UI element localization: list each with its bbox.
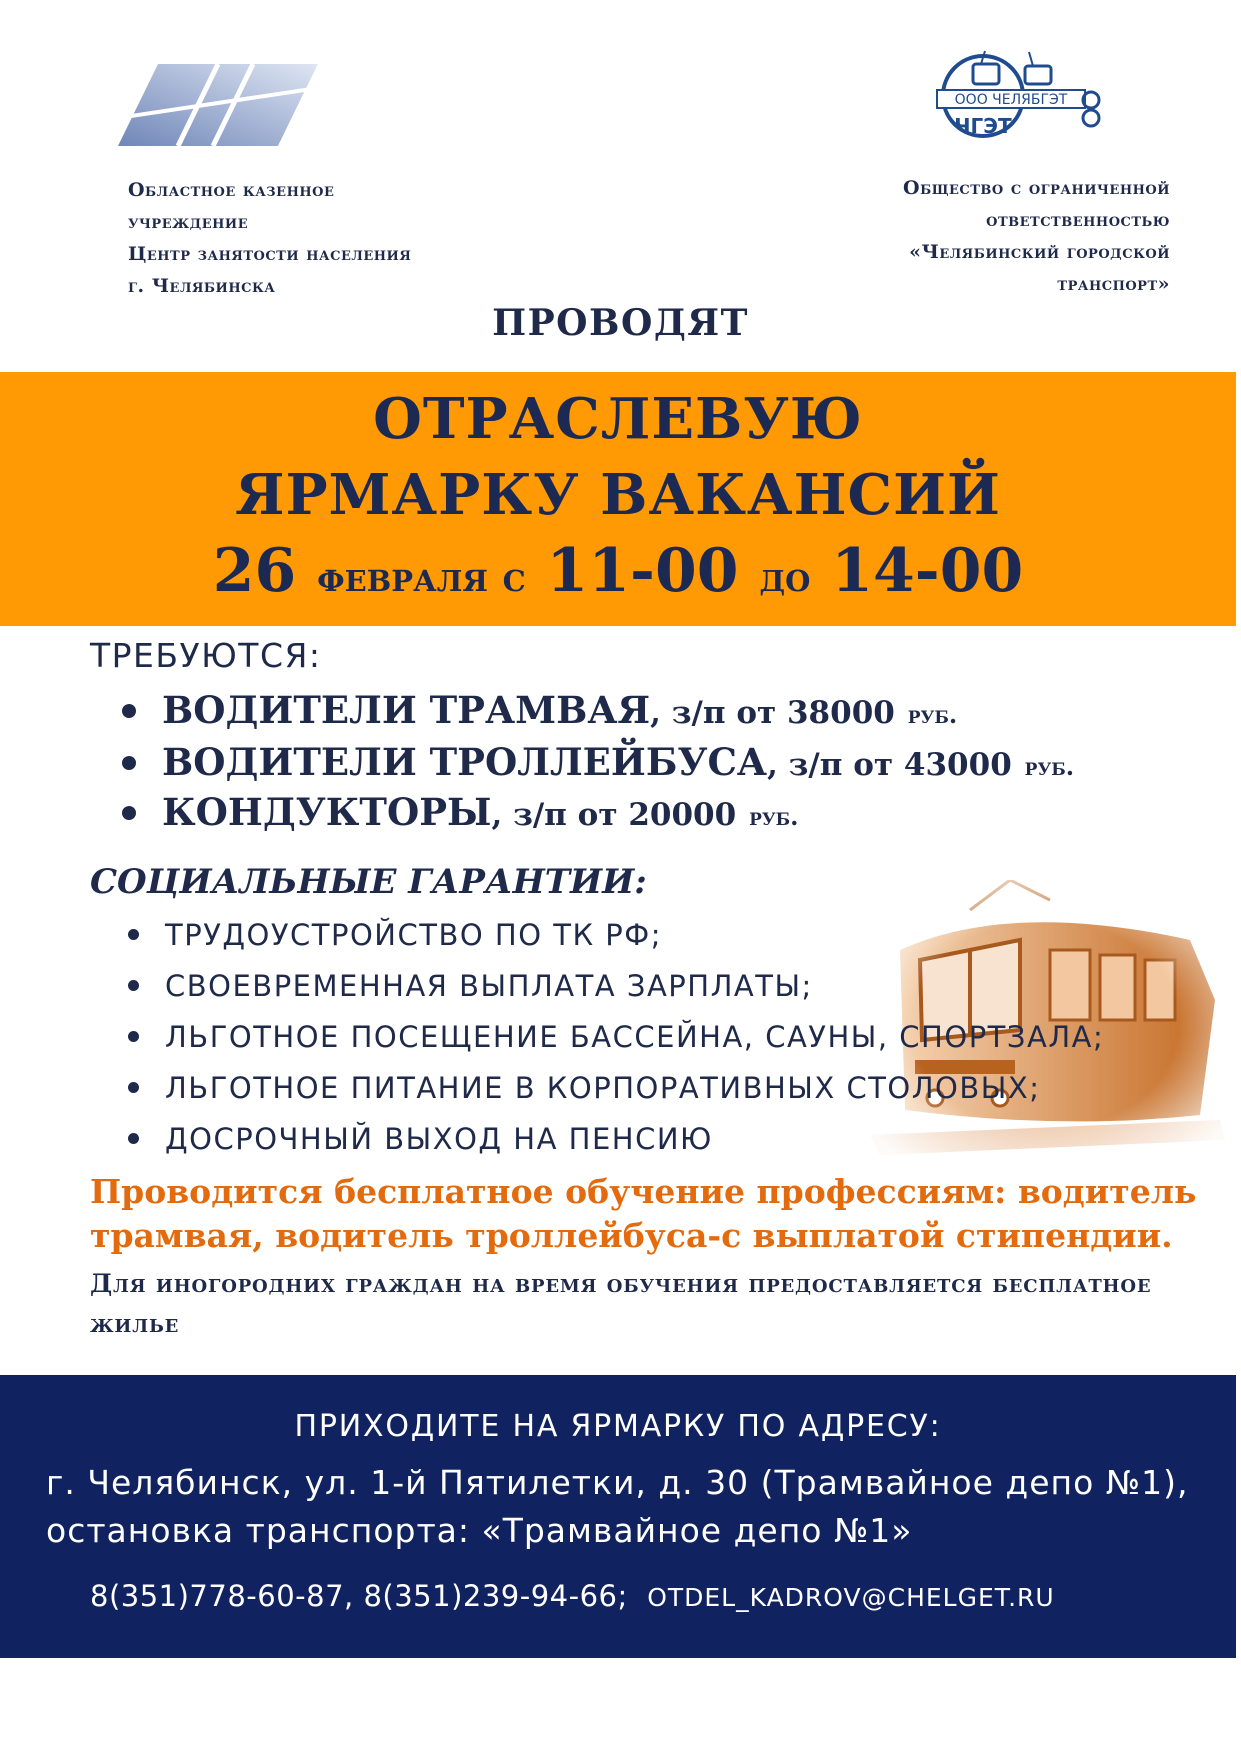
- job-item: [122, 790, 799, 834]
- event-to-word: до: [759, 552, 811, 601]
- org-left-line: г. Челябинска: [128, 275, 276, 297]
- benefit-item: [128, 1122, 713, 1156]
- host-word: ПРОВОДЯТ: [492, 302, 749, 344]
- banner-line-1: ОТРАСЛЕВУЮ: [373, 386, 863, 452]
- job-title: ВОДИТЕЛИ ТРОЛЛЕЙБУСА: [162, 740, 768, 784]
- benefit-text: ДОСРОЧНЫЙ ВЫХОД НА ПЕНСИЮ: [165, 1122, 713, 1156]
- job-salary: , з/п от 20000: [491, 797, 737, 833]
- job-item: [122, 740, 1074, 784]
- org-right-line: Общество с ограниченной: [903, 177, 1170, 199]
- employment-center-logo-icon: [118, 58, 368, 158]
- org-right-line: ответственностью: [986, 209, 1170, 231]
- job-salary-unit: руб.: [1024, 752, 1075, 781]
- event-time-to: 14-00: [831, 536, 1024, 606]
- org-left-line: учреждение: [128, 211, 249, 233]
- social-guarantees-title: СОЦИАЛЬНЫЕ ГАРАНТИИ:: [90, 862, 647, 902]
- org-left-line: Областное казенное: [128, 179, 335, 201]
- benefit-text: СВОЕВРЕМЕННАЯ ВЫПЛАТА ЗАРПЛАТЫ;: [165, 969, 813, 1003]
- org-left-line: Центр занятости населения: [128, 243, 412, 265]
- banner-date-time: [0, 536, 1236, 606]
- bullet-icon: [122, 806, 136, 820]
- bullet-icon: [128, 980, 139, 991]
- bullet-icon: [128, 1133, 139, 1144]
- bullet-icon: [128, 929, 139, 940]
- requirements-title: ТРЕБУЮТСЯ:: [90, 636, 322, 675]
- banner-line-2: ЯРМАРКУ ВАКАНСИЙ: [235, 462, 1001, 528]
- org-right-line: транспорт»: [1057, 273, 1170, 295]
- benefit-item: [128, 1071, 1041, 1105]
- address-footer: [0, 1375, 1236, 1658]
- benefit-item: [128, 1020, 1104, 1054]
- event-month: февраля с: [317, 552, 526, 601]
- contacts: [90, 1579, 1230, 1613]
- job-title: КОНДУКТОРЫ: [162, 790, 492, 834]
- job-salary: , з/п от 38000: [650, 695, 895, 731]
- bullet-icon: [128, 1082, 139, 1093]
- bullet-icon: [122, 756, 136, 770]
- event-address: г. Челябинск, ул. 1-й Пятилетки, д. 30 (Трамвайное депо №1), остановка транспорта: «Трамвайное депо №1»: [46, 1463, 1189, 1550]
- job-salary-unit: руб.: [749, 802, 799, 831]
- training-notice: Проводится бесплатное обучение профессиям: водитель трамвая, водитель троллейбуса-с выплатой стипендии.: [90, 1172, 1197, 1255]
- job-salary-unit: руб.: [907, 700, 958, 729]
- housing-notice: Для иногородних граждан на время обучения предоставляется бесплатное жилье: [90, 1269, 1152, 1338]
- benefit-item: [128, 969, 813, 1003]
- org-right-line: «Челябинский городской: [909, 241, 1170, 263]
- email-link[interactable]: OTDEL_KADROV@CHELGET.RU: [647, 1583, 1055, 1612]
- phone-numbers: 8(351)778-60-87, 8(351)239-94-66;: [90, 1579, 628, 1613]
- event-banner: [0, 372, 1236, 626]
- bullet-icon: [122, 704, 136, 718]
- address-invite: ПРИХОДИТЕ НА ЯРМАРКУ ПО АДРЕСУ:: [294, 1409, 942, 1444]
- event-time-from: 11-00: [546, 536, 739, 606]
- employment-center-name: [128, 174, 528, 302]
- event-day: 26: [212, 536, 297, 606]
- benefit-text: ЛЬГОТНОЕ ПИТАНИЕ В КОРПОРАТИВНЫХ СТОЛОВЫХ;: [165, 1071, 1041, 1105]
- benefit-text: ТРУДОУСТРОЙСТВО ПО ТК РФ;: [165, 918, 662, 952]
- benefit-item: [128, 918, 662, 952]
- job-salary: , з/п от 43000: [767, 747, 1012, 783]
- bullet-icon: [128, 1031, 139, 1042]
- benefit-text: ЛЬГОТНОЕ ПОСЕЩЕНИЕ БАССЕЙНА, САУНЫ, СПОРТЗАЛА;: [165, 1020, 1105, 1054]
- logo-text: ООО ЧЕЛЯБГЭТ: [954, 92, 1068, 108]
- chelget-logo-icon: [925, 48, 1110, 143]
- logo-monogram: ЧГЭТ: [954, 114, 1012, 138]
- job-title: ВОДИТЕЛИ ТРАМВАЯ: [162, 688, 651, 732]
- transport-company-name: [780, 172, 1170, 300]
- job-item: [122, 688, 957, 732]
